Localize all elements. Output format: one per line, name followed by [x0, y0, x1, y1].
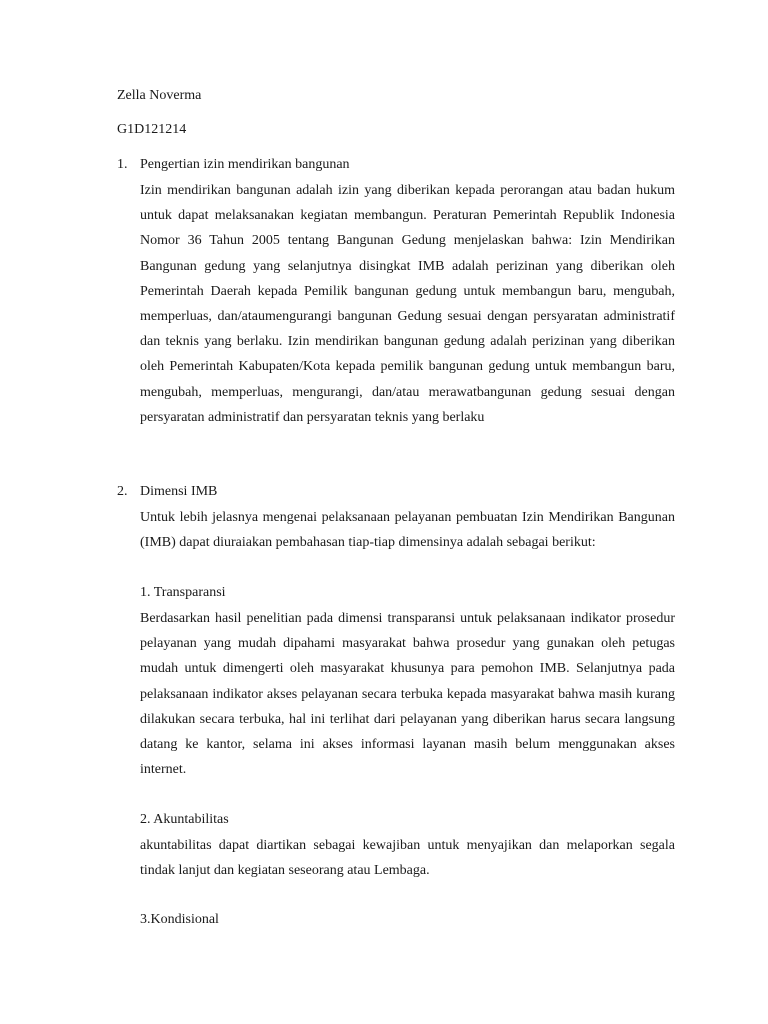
section-1-number: 1. — [117, 157, 128, 172]
student-id: G1D121214 — [117, 122, 187, 137]
subsection-kondisional-heading: 3.Kondisional — [140, 912, 219, 927]
section-1-heading: Pengertian izin mendirikan bangunan — [140, 157, 350, 172]
subsection-akuntabilitas-body: akuntabilitas dapat diartikan sebagai kewajiban untuk menyajikan dan melaporkan segala tindak lanjut dan kegiatan seseorang atau Lembaga. — [140, 838, 675, 879]
subsection-transparansi-heading: 1. Transparansi — [140, 585, 226, 600]
section-1-body: Izin mendirikan bangunan adalah izin yang diberikan kepada perorangan atau badan hukum untuk dapat melaksanakan kegiatan membangun. Peraturan Pemerintah Republik Indonesia Nomor 36 Tahun 2005 tentang Bangunan Gedung menjelaskan bahwa: Izin Mendirikan Bangunan gedung yang selanjutnya disingkat IMB adalah perizinan yang diberikan oleh Pemerintah Daerah kepada Pemilik bangunan gedung untuk membangun baru, mengubah, memperluas, dan/ataumengurangi bangunan Gedung sesuai dengan persyaratan administratif dan teknis yang berlaku. Izin mendirikan bangunan gedung adalah perizinan yang diberikan oleh Pemerintah Kabupaten/Kota kepada pemilik bangunan gedung untuk membangun baru, mengubah, memperluas, mengurangi, dan/atau merawatbangunan gedung sesuai dengan persyaratan administratif dan persyaratan teknis yang berlaku — [140, 183, 675, 425]
section-2-heading: Dimensi IMB — [140, 484, 218, 499]
section-2-intro: Untuk lebih jelasnya mengenai pelaksanaan pelayanan pembuatan Izin Mendirikan Bangunan (IMB) dapat diuraiakan pembahasan tiap-tiap dimensinya adalah sebagai berikut: — [140, 510, 675, 551]
subsection-akuntabilitas-heading: 2. Akuntabilitas — [140, 812, 229, 827]
section-2-number: 2. — [117, 484, 128, 499]
subsection-transparansi-body: Berdasarkan hasil penelitian pada dimensi transparansi untuk pelaksanaan indikator prosedur pelayanan yang mudah dipahami masyarakat bahwa prosedur yang gunakan oleh petugas mudah untuk dimengerti oleh masyarakat khusunya para pemohon IMB. Selanjutnya pada pelaksanaan indikator akses pelayanan secara terbuka kepada masyarakat bahwa masih kurang dilakukan secara terbuka, hal ini terlihat dari pelayanan yang diberikan harus secara langsung datang ke kantor, selama ini akses informasi layanan masih belum menggunakan akses internet. — [140, 611, 675, 778]
author-name: Zella Noverma — [117, 88, 202, 103]
